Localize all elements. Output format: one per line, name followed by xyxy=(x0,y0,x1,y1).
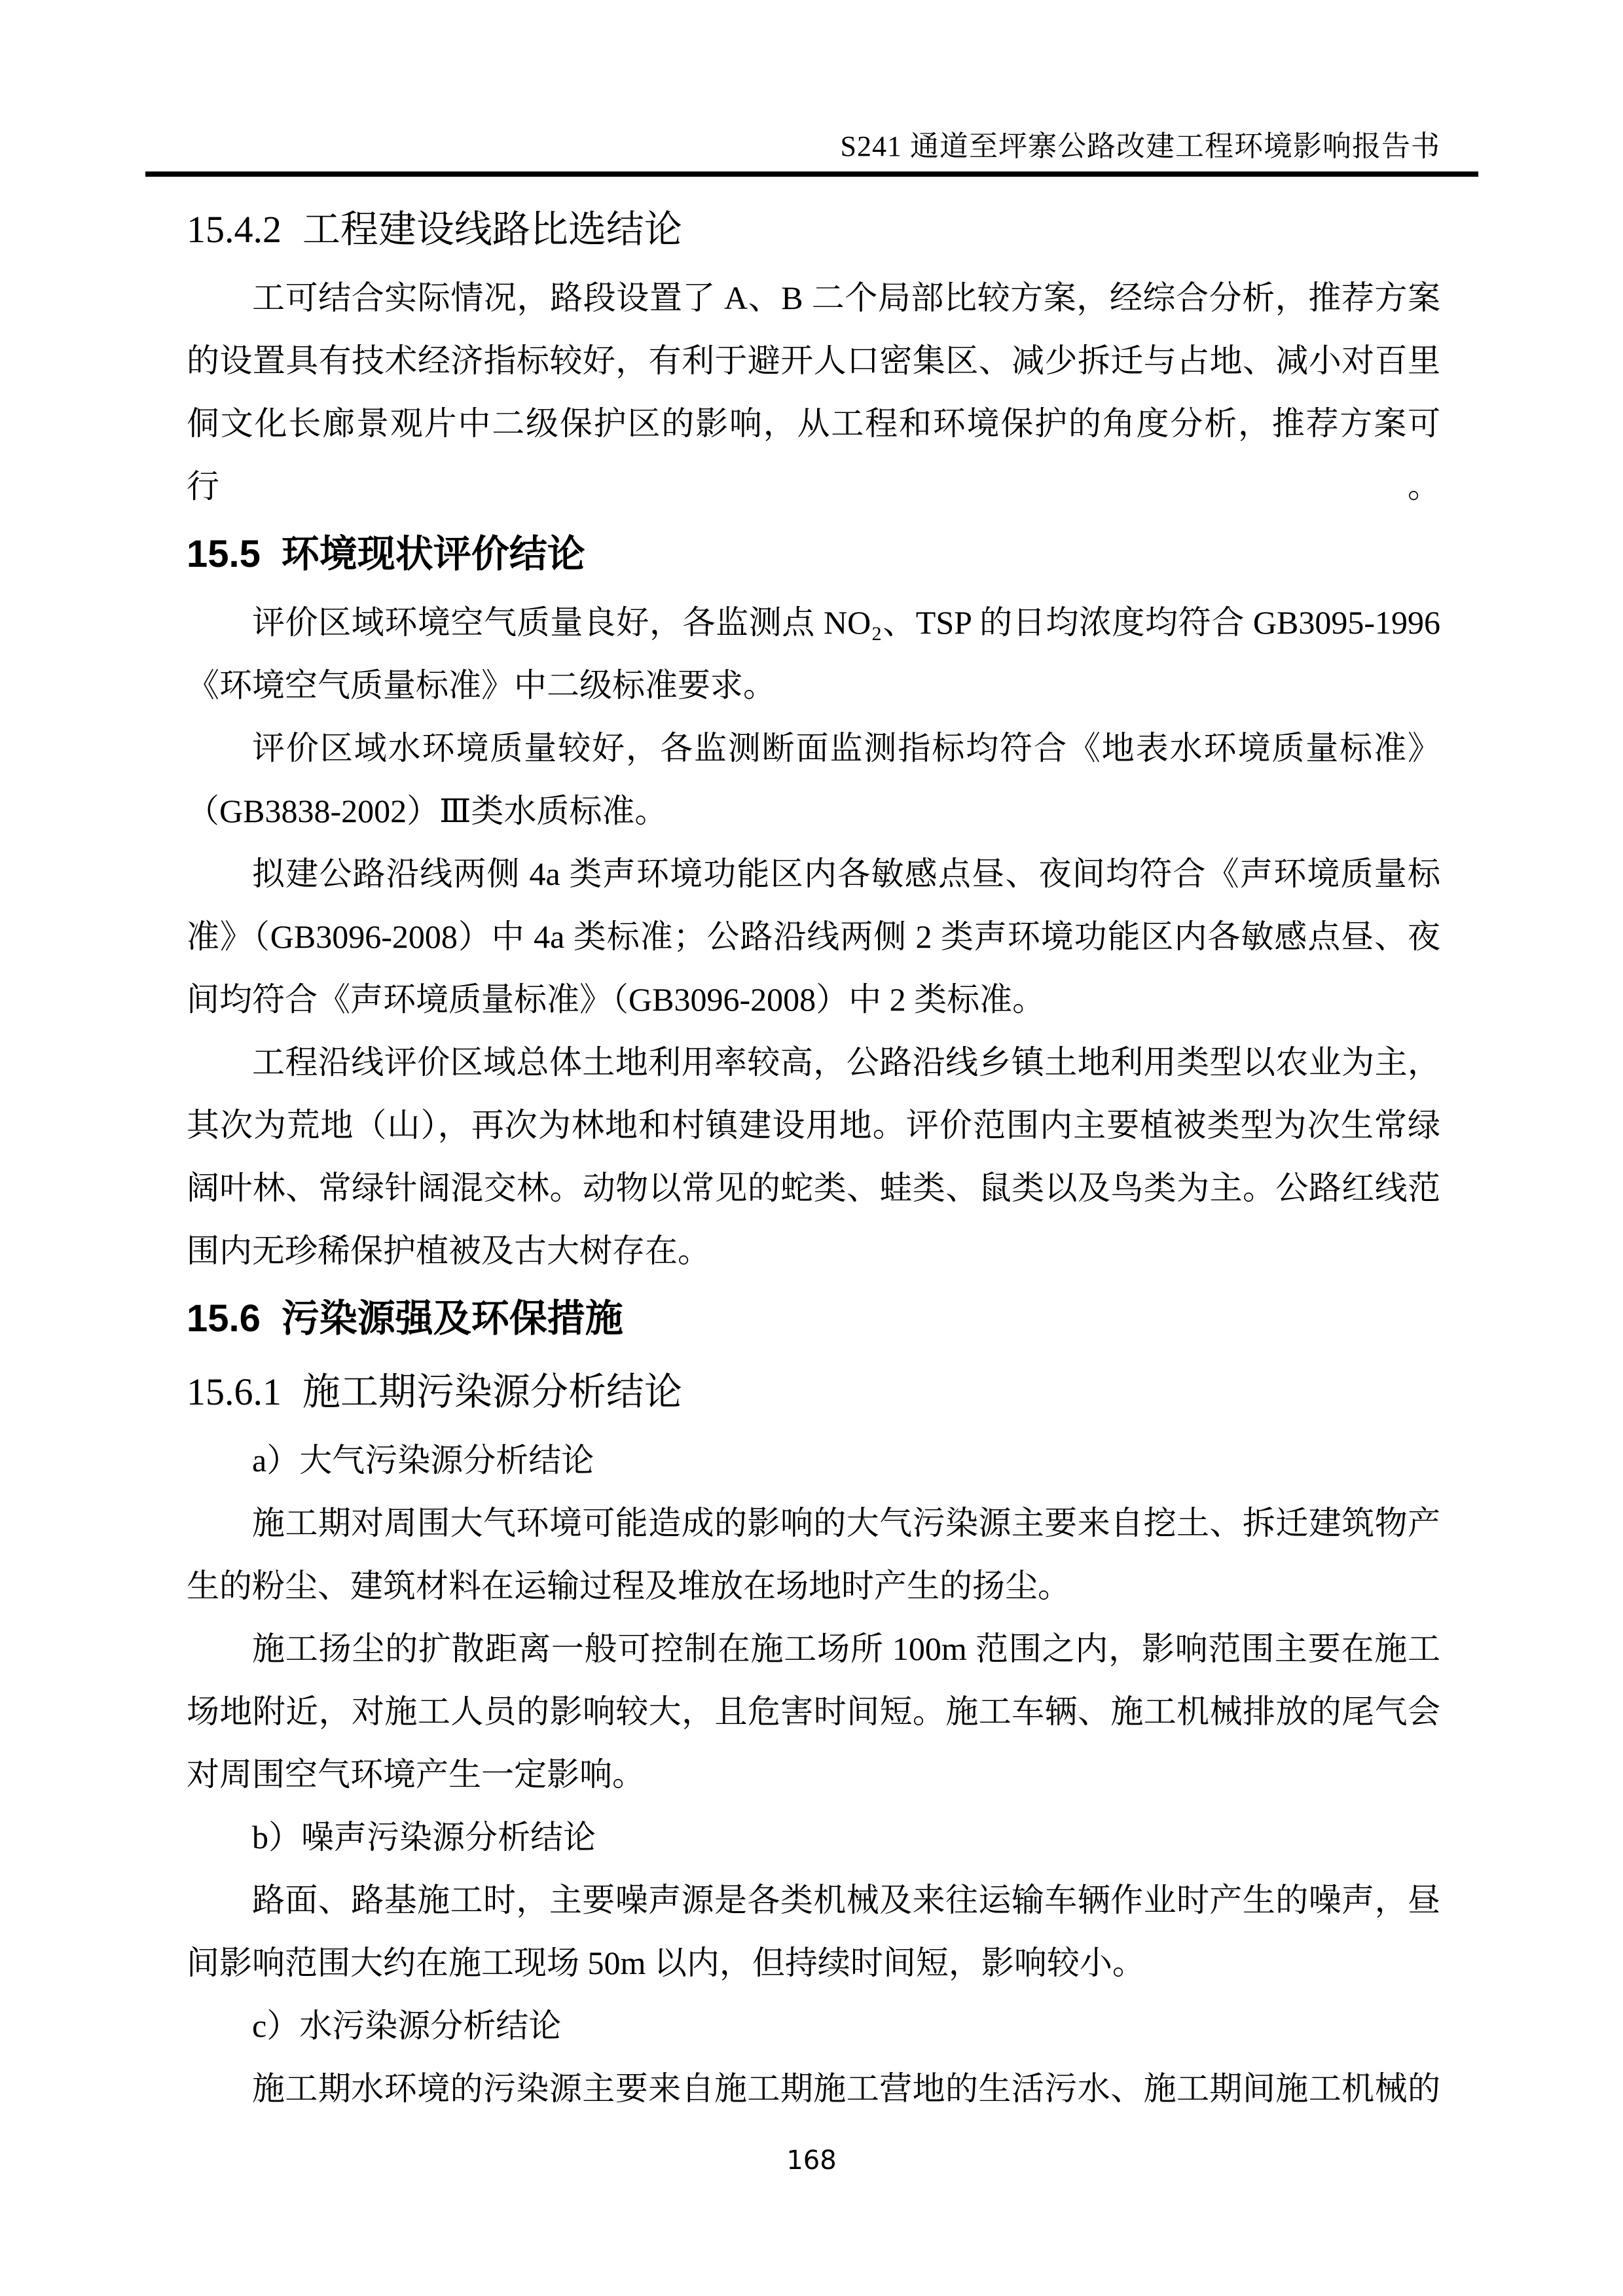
subitem-c-water-pollution xyxy=(187,1994,1440,2057)
text-line: 拟建公路沿线两侧 4a 类声环境功能区内各敏感点昼、夜间均符合《声环境质量标 xyxy=(252,855,1440,892)
text-line: 评价区域水环境质量较好，各监测断面监测指标均符合《地表水环境质量标准》 xyxy=(252,730,1440,766)
paragraph-noise-standard xyxy=(187,842,1440,1031)
text-line: b）噪声污染源分析结论 xyxy=(252,1819,596,1856)
paragraph-route-comparison xyxy=(187,266,1440,518)
text-line: 路面、路基施工时，主要噪声源是各类机械及来往运输车辆作业时产生的噪声，昼 xyxy=(252,1882,1440,1918)
text-line: 围内无珍稀保护植被及古大树存在。 xyxy=(187,1232,710,1269)
section-heading-15-6-1 xyxy=(187,1355,1440,1429)
text-line: 场地附近，对施工人员的影响较大，且危害时间短。施工车辆、施工机械排放的尾气会 xyxy=(187,1693,1440,1730)
header-rule xyxy=(145,171,1478,177)
text-line: 施工期对周围大气环境可能造成的影响的大气污染源主要来自挖土、拆迁建筑物产 xyxy=(252,1505,1440,1541)
text-line: （GB3838-2002）Ⅲ类水质标准。 xyxy=(187,793,668,829)
text-line: 《环境空气质量标准》中二级标准要求。 xyxy=(187,667,776,704)
paragraph-construction-dust-sources xyxy=(187,1492,1440,1617)
page-number: 168 xyxy=(786,2145,837,2176)
section-heading-15-6 xyxy=(187,1282,1440,1355)
text-line: 工可结合实际情况，路段设置了 A、B 二个局部比较方案，经综合分析，推荐方案 xyxy=(252,279,1440,316)
subitem-a-air-pollution xyxy=(187,1429,1440,1492)
subitem-b-noise-pollution xyxy=(187,1806,1440,1869)
text-line: 间均符合《声环境质量标准》（GB3096-2008）中 2 类标准。 xyxy=(187,981,1046,1018)
text-line: 阔叶林、常绿针阔混交林。动物以常见的蛇类、蛙类、鼠类以及鸟类为主。公路红线范 xyxy=(187,1170,1440,1206)
text-line: 施工期水环境的污染源主要来自施工期施工营地的生活污水、施工期间施工机械的 xyxy=(252,2070,1440,2107)
paragraph-air-quality xyxy=(187,591,1440,717)
paragraph-water-quality xyxy=(187,717,1440,842)
text-line: 其次为荒地（山），再次为林地和村镇建设用地。评价范围内主要植被类型为次生常绿 xyxy=(187,1107,1440,1143)
text-line: 对周围空气环境产生一定影响。 xyxy=(187,1756,645,1793)
heading-number: 15.5 xyxy=(187,533,261,575)
text-line: 间影响范围大约在施工现场 50m 以内，但持续时间短，影响较小。 xyxy=(187,1945,1145,1981)
section-heading-15-5 xyxy=(187,518,1440,591)
document-body xyxy=(187,193,1440,2120)
heading-title: 工程建设线路比选结论 xyxy=(302,208,682,251)
heading-number: 15.6 xyxy=(187,1297,261,1340)
heading-title: 施工期污染源分析结论 xyxy=(302,1371,682,1413)
text-line: 准》（GB3096-2008）中 4a 类标准；公路沿线两侧 2 类声环境功能区内各敏感点昼、夜 xyxy=(187,918,1440,955)
heading-title: 污染源强及环保措施 xyxy=(281,1297,623,1340)
section-heading-15-4-2 xyxy=(187,193,1440,266)
paragraph-dust-dispersion xyxy=(187,1617,1440,1806)
heading-number: 15.4.2 xyxy=(187,208,282,251)
text-line: 施工扬尘的扩散距离一般可控制在施工场所 100m 范围之内，影响范围主要在施工 xyxy=(252,1630,1440,1667)
text-line: 评价区域环境空气质量良好，各监测点 NO₂、TSP 的日均浓度均符合 GB3095-1996 xyxy=(252,604,1440,641)
heading-title: 环境现状评价结论 xyxy=(281,533,585,575)
text-line: 侗文化长廊景观片中二级保护区的影响，从工程和环境保护的角度分析，推荐方案可行。 xyxy=(187,405,1440,505)
text-line: c）水污染源分析结论 xyxy=(252,2007,562,2044)
text-line: a）大气污染源分析结论 xyxy=(252,1442,594,1479)
text-line: 生的粉尘、建筑材料在运输过程及堆放在场地时产生的扬尘。 xyxy=(187,1568,1070,1604)
heading-number: 15.6.1 xyxy=(187,1371,282,1413)
running-header-title: S241 通道至坪寨公路改建工程环境影响报告书 xyxy=(840,130,1440,162)
paragraph-water-pollution-sources xyxy=(187,2057,1440,2120)
text-line: 的设置具有技术经济指标较好，有利于避开人口密集区、减少拆迁与占地、减小对百里 xyxy=(187,342,1440,379)
paragraph-land-use-ecology xyxy=(187,1031,1440,1282)
text-line: 工程沿线评价区域总体土地利用率较高，公路沿线乡镇土地利用类型以农业为主， xyxy=(252,1044,1440,1081)
paragraph-noise-sources xyxy=(187,1869,1440,1994)
